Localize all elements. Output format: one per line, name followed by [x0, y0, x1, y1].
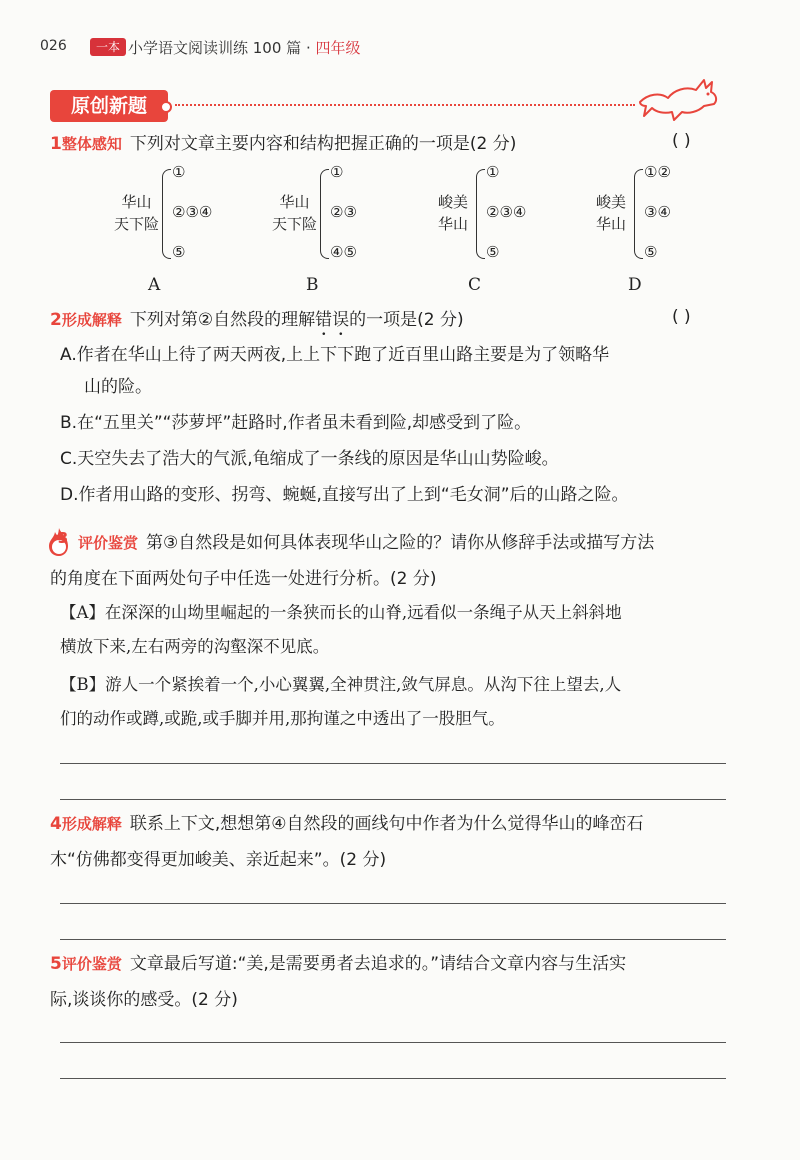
option-label: C: [468, 275, 482, 295]
bracket: [320, 169, 329, 259]
diagram-part-1: ①: [330, 163, 344, 181]
book-title: [128, 37, 361, 58]
answer-line[interactable]: [60, 939, 726, 940]
emphasized-word: 错误: [315, 310, 350, 330]
section-dot: [160, 101, 172, 113]
answer-line[interactable]: [60, 799, 726, 800]
question-text-line2: 的角度在下面两处句子中任选一处进行分析。(2 分): [50, 569, 437, 589]
answer-line[interactable]: [60, 903, 726, 904]
option-a-line1: A.作者在华山上待了两天两夜,上上下下跑了近百里山路主要是为了领略华: [60, 345, 610, 365]
diagram-left-1: 华山: [121, 193, 152, 211]
sentence-a-line1: 【A】在深深的山坳里崛起的一条狭而长的山脊,远看似一条绳子从天上斜斜地: [60, 603, 622, 622]
option-label: D: [628, 275, 642, 295]
question-text-line2: 木“仿佛都变得更加峻美、亲近起来”。(2 分): [50, 850, 387, 870]
option-label: B: [306, 275, 319, 295]
question-3: [78, 530, 654, 556]
answer-line[interactable]: [60, 1042, 726, 1043]
question-number: 4: [50, 814, 62, 834]
diagram-part-3: ⑤: [172, 243, 186, 261]
question-tag: 评价鉴赏: [61, 955, 122, 973]
question-text-line1: 文章最后写道:“美,是需要勇者去追求的。”请结合文章内容与生活实: [129, 954, 627, 974]
option-a-line2: 山的险。: [84, 377, 152, 397]
diagram-part-1: ①: [172, 163, 186, 181]
sentence-b-line1: 【B】游人一个紧挨着一个,小心翼翼,全神贯注,敛气屏息。从沟下往上望去,人: [60, 675, 622, 694]
question-tag: 整体感知: [61, 135, 122, 153]
question-tag: 形成解释: [61, 311, 122, 329]
question-text-line1: 第③自然段是如何具体表现华山之险的？请你从修辞手法或描写方法: [146, 533, 655, 553]
bracket: [634, 169, 643, 259]
diagram-left-2: 华山: [596, 215, 627, 233]
answer-parentheses: ( ): [672, 307, 691, 327]
sentence-a-line2: 横放下来,左右两旁的沟壑深不见底。: [60, 637, 330, 656]
diagram-part-3: ⑤: [486, 243, 500, 261]
option-c-diagram: [432, 163, 552, 295]
answer-line[interactable]: [60, 763, 726, 764]
question-1: [50, 131, 516, 157]
bracket: [476, 169, 485, 259]
brand-badge: 一本: [90, 38, 126, 56]
diagram-part-1: ①: [486, 163, 500, 181]
question-tag: 形成解释: [61, 815, 122, 833]
question-number: 2: [50, 310, 62, 330]
diagram-part-1: ①②: [644, 163, 671, 181]
section-title: 原创新题: [50, 90, 168, 122]
question-text-line2: 际,谈谈你的感受。(2 分): [50, 990, 238, 1010]
option-c: C.天空失去了浩大的气派,龟缩成了一条线的原因是华山山势险峻。: [60, 449, 559, 469]
option-b-diagram: [266, 163, 386, 295]
diagram-part-2: ②③④: [172, 203, 213, 221]
page-number: 026: [40, 38, 67, 54]
question-5: [50, 951, 626, 977]
option-b: B.在“五里关”“莎萝坪”赶路时,作者虽未看到险,却感受到了险。: [60, 413, 532, 433]
question-number: 5: [50, 954, 62, 974]
question-2: [50, 307, 464, 340]
question-text: 下列对第②自然段的理解: [129, 310, 316, 330]
question-number: 3: [57, 529, 69, 547]
diagram-left-1: 华山: [279, 193, 310, 211]
diagram-part-2: ③④: [644, 203, 671, 221]
diagram-left-2: 华山: [438, 215, 469, 233]
option-d-diagram: [590, 163, 710, 295]
question-tag: 评价鉴赏: [78, 534, 139, 552]
diagram-part-3: ④⑤: [330, 243, 357, 261]
question-text: 下列对文章主要内容和结构把握正确的一项是(2 分): [129, 134, 517, 154]
bracket: [162, 169, 171, 259]
diagram-left-2: 天下险: [272, 215, 318, 233]
book-title-text: 小学语文阅读训练 100 篇: [128, 39, 302, 57]
diagram-left-1: 峻美: [596, 193, 627, 211]
option-label: A: [148, 275, 161, 295]
option-d: D.作者用山路的变形、拐弯、蜿蜒,直接写出了上到“毛女洞”后的山路之险。: [60, 485, 629, 505]
answer-parentheses: ( ): [672, 131, 691, 151]
dotted-divider: [175, 104, 635, 106]
sentence-b-line2: 们的动作或蹲,或跪,或手脚并用,那拘谨之中透出了一股胆气。: [60, 709, 505, 728]
question-text-end: 的一项是(2 分): [349, 310, 464, 330]
diagram-left-2: 天下险: [114, 215, 160, 233]
option-a-diagram: [108, 163, 228, 295]
diagram-left-1: 峻美: [438, 193, 469, 211]
question-text-line1: 联系上下文,想想第④自然段的画线句中作者为什么觉得华山的峰峦石: [129, 814, 644, 834]
question-number: 1: [50, 134, 62, 154]
diagram-part-2: ②③④: [486, 203, 527, 221]
title-separator: ·: [305, 39, 311, 57]
answer-line[interactable]: [60, 1078, 726, 1079]
leaping-cat-icon: [638, 72, 720, 122]
diagram-part-2: ②③: [330, 203, 357, 221]
grade-label: 四年级: [315, 39, 361, 57]
diagram-part-3: ⑤: [644, 243, 658, 261]
question-4: [50, 811, 644, 837]
